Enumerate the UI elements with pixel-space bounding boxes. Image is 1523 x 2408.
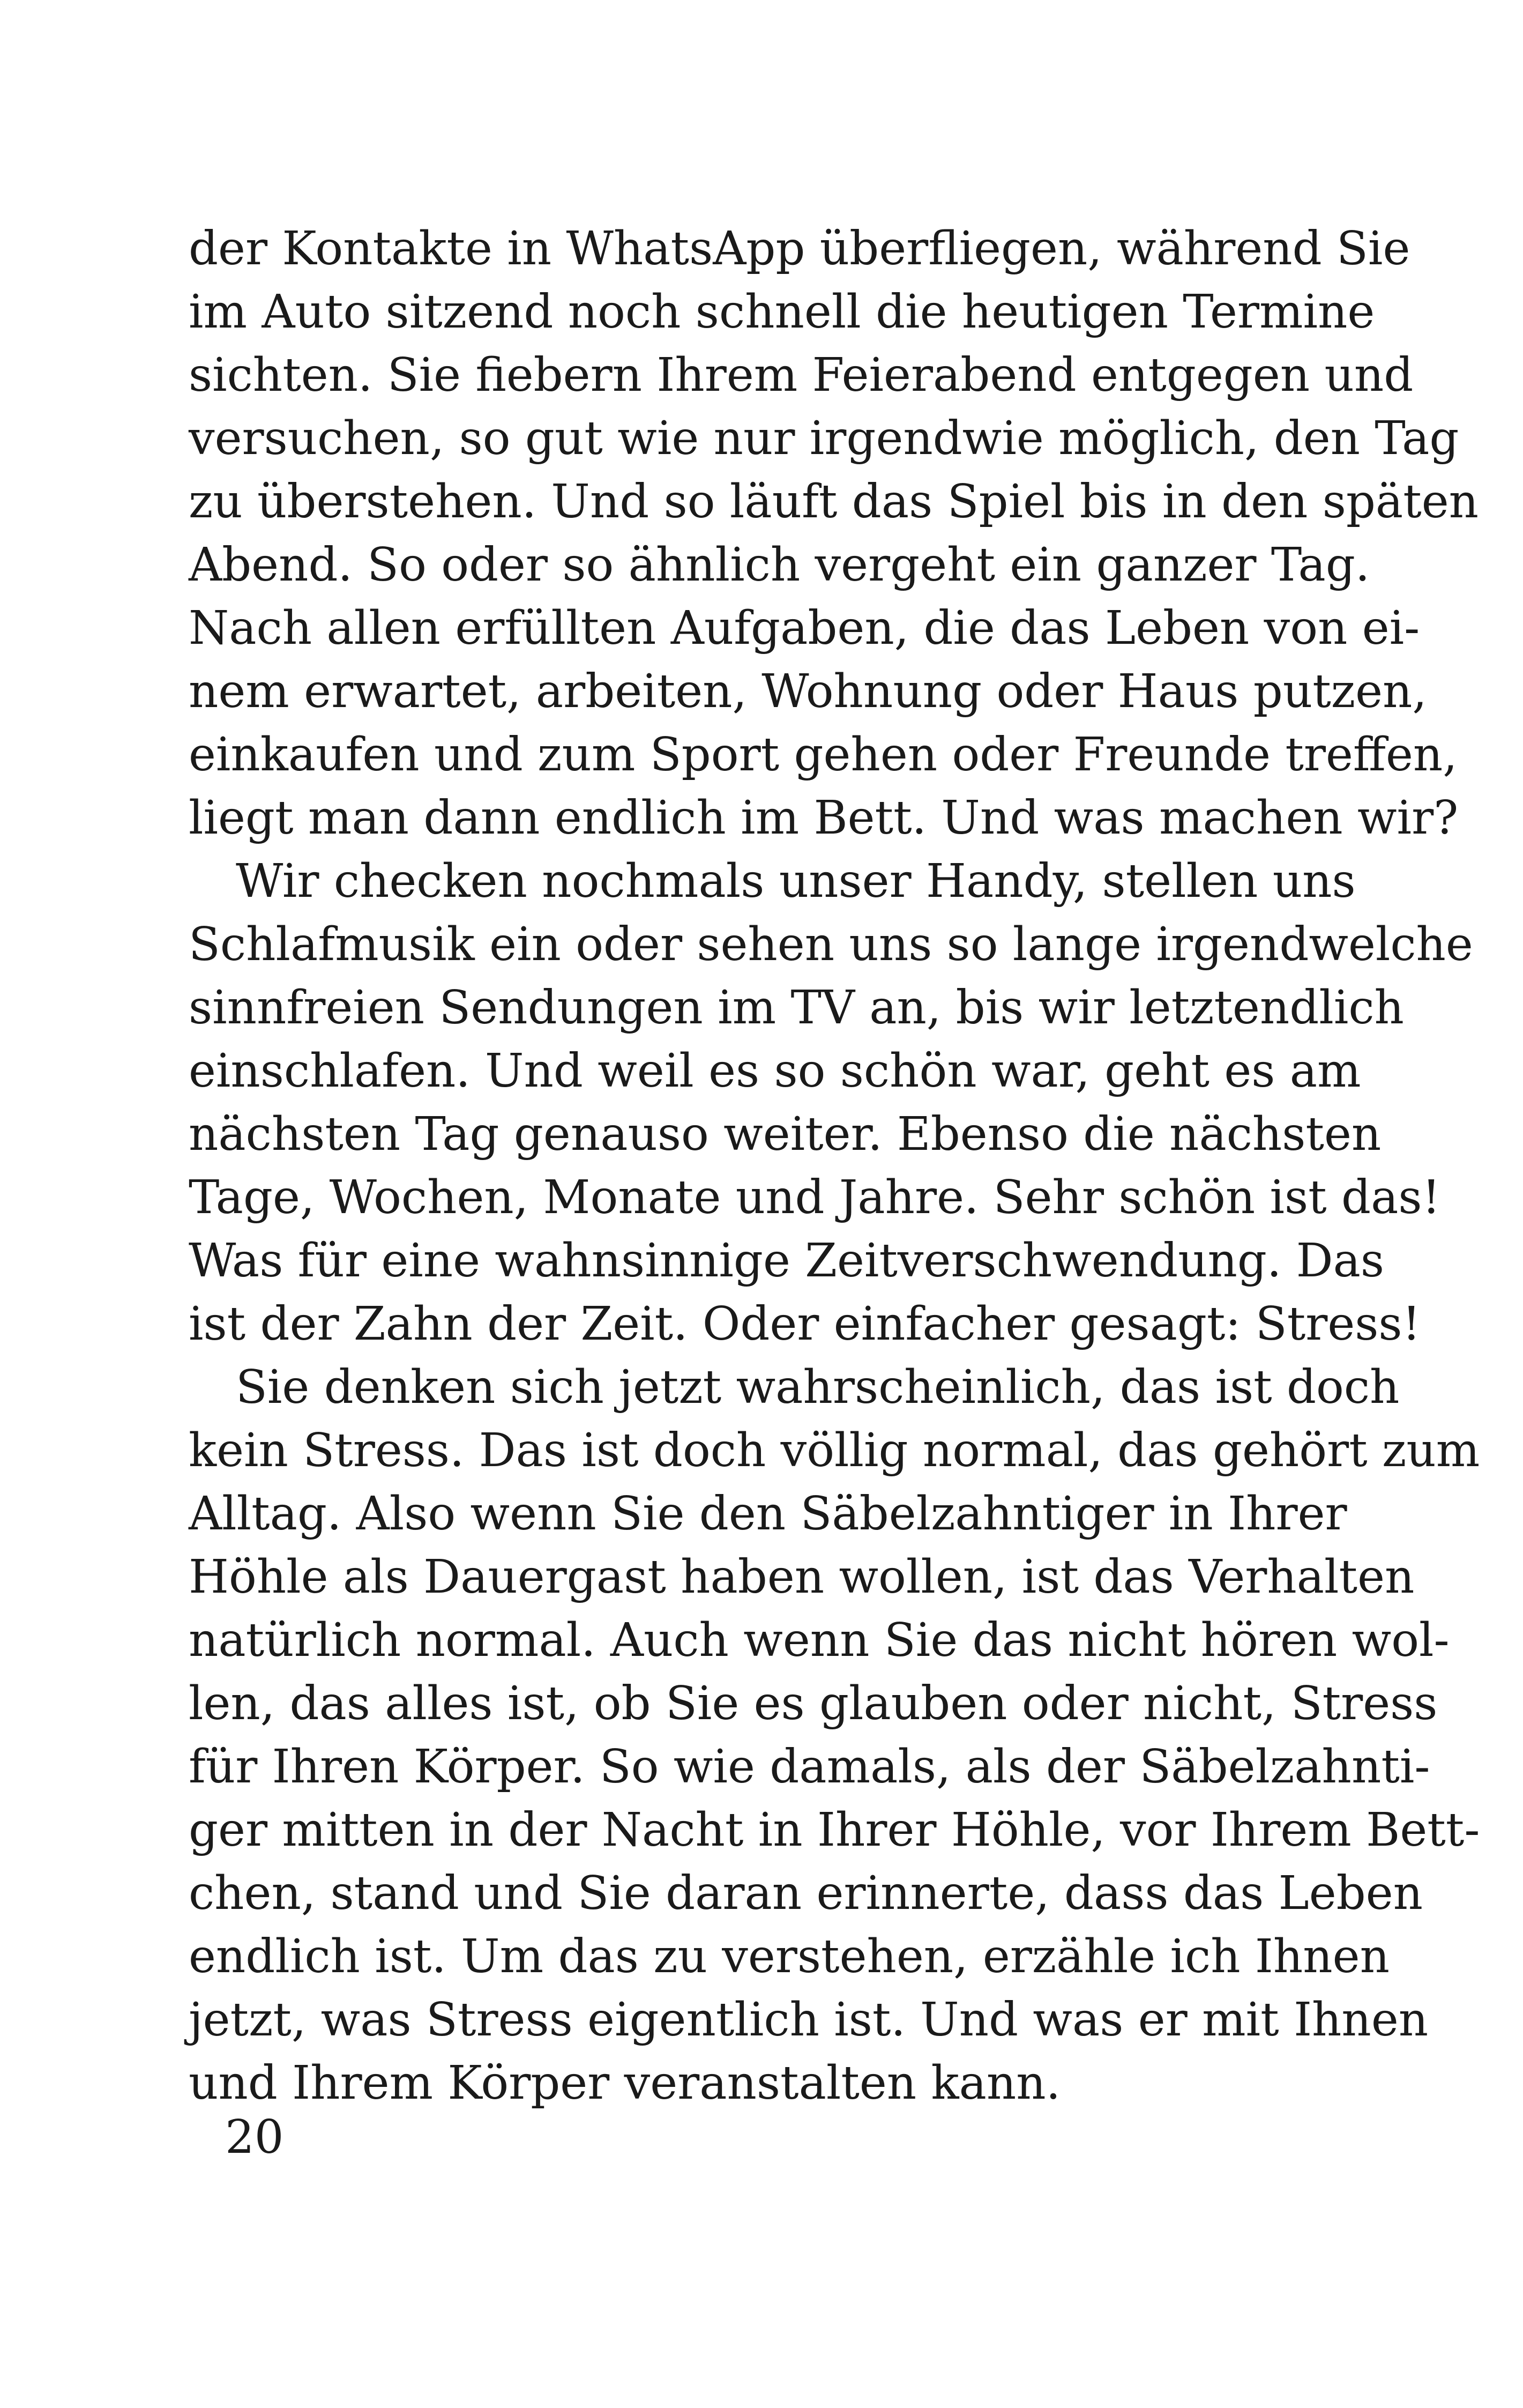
text-line: einkaufen und zum Sport gehen oder Freunde treffen, — [189, 728, 1458, 782]
text-line: der Kontakte in WhatsApp überfliegen, während Sie — [189, 222, 1410, 276]
paragraph-2 — [189, 850, 1473, 1356]
text-line: nächsten Tag genauso weiter. Ebenso die nächsten — [189, 1108, 1382, 1161]
page-number: 20 — [225, 2110, 284, 2164]
text-line: im Auto sitzend noch schnell die heutigen Termine — [189, 285, 1375, 339]
text-line: sichten. Sie fiebern Ihrem Feierabend entgegen und — [189, 348, 1414, 402]
text-line: versuchen, so gut wie nur irgendwie möglich, den Tag — [189, 412, 1459, 465]
text-line: einschlafen. Und weil es so schön war, geht es am — [189, 1044, 1361, 1098]
text-line: Nach allen erfüllten Aufgaben, die das Leben von ei- — [189, 601, 1420, 655]
text-line: ist der Zahn der Zeit. Oder einfacher gesagt: Stress! — [189, 1297, 1421, 1351]
text-line: ger mitten in der Nacht in Ihrer Höhle, vor Ihrem Bett- — [189, 1803, 1480, 1857]
body-text — [189, 217, 1480, 2115]
text-line: für Ihren Körper. So wie damals, als der Säbelzahnti- — [189, 1740, 1430, 1794]
text-line: jetzt, was Stress eigentlich ist. Und was er mit Ihnen — [189, 1993, 1429, 2047]
text-line: liegt man dann endlich im Bett. Und was machen wir? — [189, 791, 1459, 845]
paragraph-3 — [189, 1356, 1480, 2115]
text-line: Höhle als Dauergast haben wollen, ist das Verhalten — [189, 1550, 1415, 1604]
text-line: Sie denken sich jetzt wahrscheinlich, das ist doch — [236, 1361, 1400, 1414]
text-line: chen, stand und Sie daran erinnerte, dass das Leben — [189, 1867, 1423, 1920]
text-line: natürlich normal. Auch wenn Sie das nicht hören wol- — [189, 1614, 1450, 1667]
text-line: Abend. So oder so ähnlich vergeht ein ganzer Tag. — [189, 538, 1370, 592]
text-line: Tage, Wochen, Monate und Jahre. Sehr schön ist das! — [189, 1171, 1441, 1224]
text-line: Alltag. Also wenn Sie den Säbelzahntiger in Ihrer — [189, 1487, 1347, 1541]
text-line: sinnfreien Sendungen im TV an, bis wir letztendlich — [189, 981, 1404, 1035]
text-line: zu überstehen. Und so läuft das Spiel bis in den späten — [189, 475, 1479, 529]
text-line: len, das alles ist, ob Sie es glauben oder nicht, Stress — [189, 1677, 1438, 1730]
text-line: nem erwartet, arbeiten, Wohnung oder Haus putzen, — [189, 665, 1427, 718]
text-line: und Ihrem Körper veranstalten kann. — [189, 2056, 1061, 2110]
paragraph-1 — [189, 217, 1479, 850]
text-line: kein Stress. Das ist doch völlig normal, das gehört zum — [189, 1424, 1480, 1477]
text-line: endlich ist. Um das zu verstehen, erzähle ich Ihnen — [189, 1930, 1390, 1983]
text-line: Wir checken nochmals unser Handy, stellen uns — [236, 854, 1356, 908]
text-line: Was für eine wahnsinnige Zeitverschwendung. Das — [189, 1234, 1385, 1288]
text-line: Schlafmusik ein oder sehen uns so lange irgendwelche — [189, 918, 1473, 971]
